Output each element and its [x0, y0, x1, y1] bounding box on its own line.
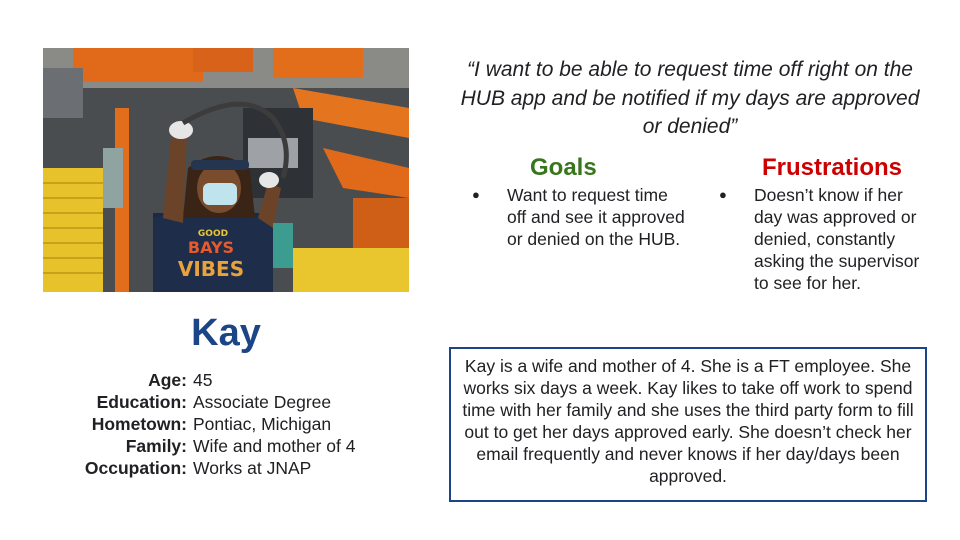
persona-name: Kay — [191, 312, 261, 354]
bullet-icon: ● — [719, 187, 727, 202]
persona-details — [60, 369, 355, 479]
list-item — [719, 184, 934, 294]
detail-value: Pontiac, Michigan — [193, 414, 332, 434]
detail-row-hometown — [60, 413, 355, 435]
bullet-icon: ● — [472, 187, 480, 202]
goals-list — [472, 184, 687, 250]
detail-row-education — [60, 391, 355, 413]
factory-worker-photo — [43, 48, 409, 292]
detail-label: Hometown: — [91, 414, 187, 434]
detail-row-family — [60, 435, 355, 457]
detail-value: Associate Degree — [193, 392, 332, 412]
frustrations-heading: Frustrations — [762, 154, 903, 181]
goal-text: Want to request time off and see it approved or denied on the HUB. — [507, 185, 685, 249]
bio-box — [449, 347, 927, 502]
goals-heading: Goals — [530, 154, 597, 181]
persona-quote: “I want to be able to request time off right on the HUB app and be notified if my days are approved or denied” — [460, 58, 920, 138]
detail-label: Age: — [148, 370, 187, 390]
shirt-text-2: BAYS — [187, 238, 235, 257]
detail-label: Occupation: — [84, 458, 187, 478]
frustration-text: Doesn’t know if her day was approved or denied, constantly asking the supervisor to see for her. — [754, 185, 920, 293]
list-item — [472, 184, 687, 250]
shirt-text-3: VIBES — [177, 257, 245, 281]
detail-value: Works at JNAP — [193, 458, 312, 478]
detail-label: Education: — [96, 392, 187, 412]
detail-row-age — [60, 369, 355, 391]
detail-value: 45 — [193, 370, 213, 390]
shirt-text-1: GOOD — [197, 229, 229, 239]
bio-text: Kay is a wife and mother of 4. She is a FT employee. She works six days a week. Kay likes to take off work to spend time with her family and she uses the third party form to fill out to get her days approved early. She doesn’t check her email frequently and never knows if her day/days been approved. — [462, 356, 914, 486]
detail-label: Family: — [125, 436, 187, 456]
persona-photo — [43, 48, 409, 292]
detail-value: Wife and mother of 4 — [193, 436, 356, 456]
frustrations-list — [719, 184, 934, 294]
detail-row-occupation — [60, 457, 355, 479]
